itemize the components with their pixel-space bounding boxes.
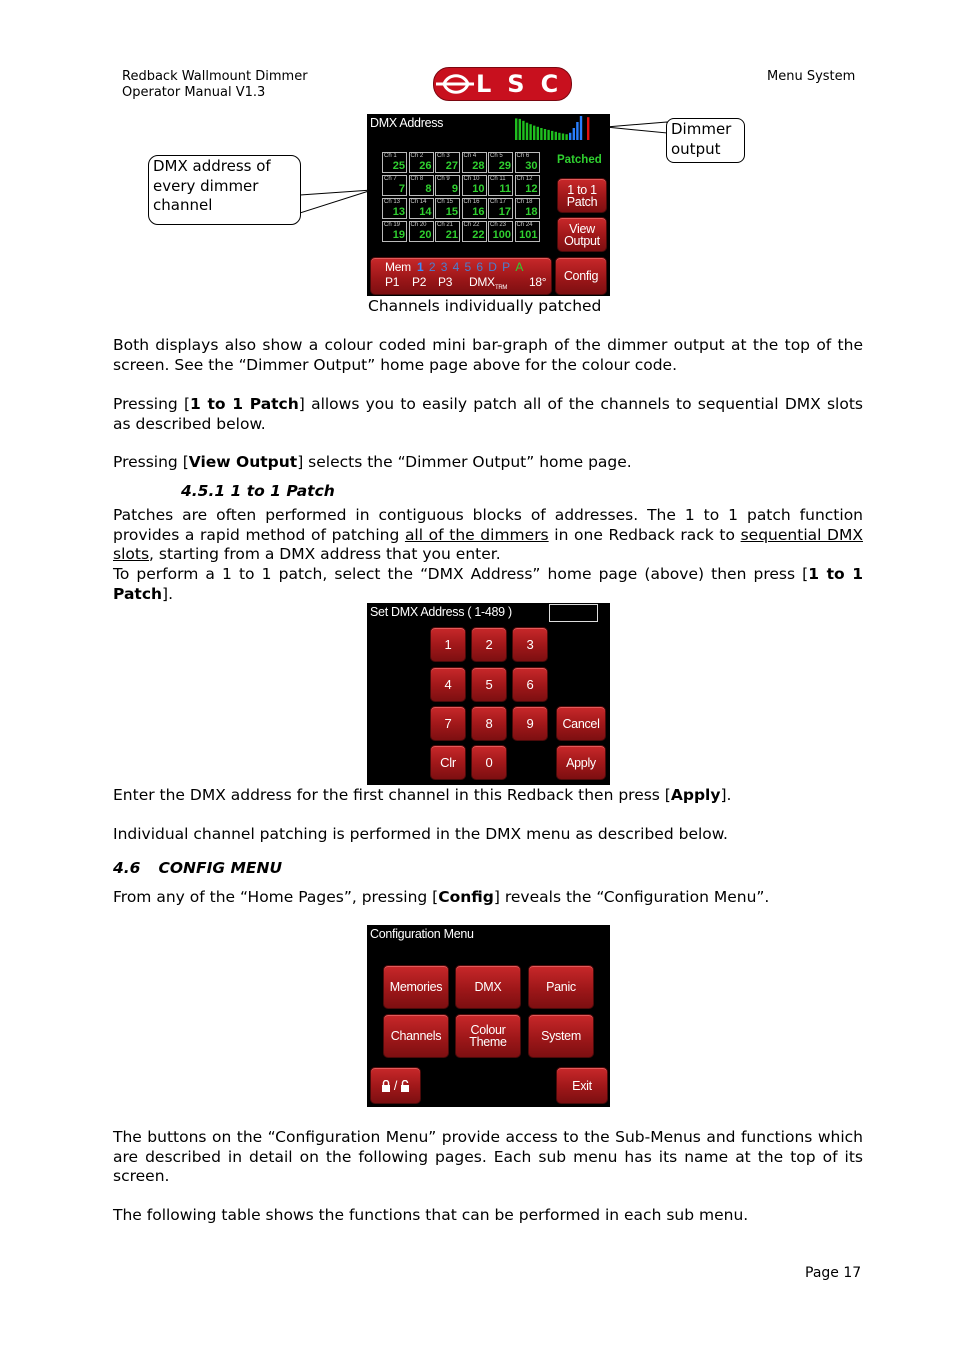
status-indicator: 3 xyxy=(440,260,448,274)
status-indicator: 4 xyxy=(452,260,459,274)
channel-label: Ch 10 xyxy=(463,176,480,182)
channel-label: Ch 18 xyxy=(516,199,533,205)
status-indicator: 2 xyxy=(428,260,436,274)
preset-p2: P2 xyxy=(412,275,427,289)
dmx-button[interactable]: DMX xyxy=(455,965,521,1009)
channel-label: Ch 21 xyxy=(437,222,454,228)
logo-text: LSC xyxy=(476,70,575,98)
keypad-title: Set DMX Address ( 1-489 ) xyxy=(370,605,512,619)
trm-label: TRM xyxy=(495,285,508,291)
screen-title: DMX Address xyxy=(370,116,444,130)
paragraph-view-output: Pressing [View Output] selects the “Dimmer Output” home page. xyxy=(113,453,632,471)
keypad-key-1[interactable]: 1 xyxy=(430,627,466,662)
configuration-menu-screen xyxy=(367,925,610,1107)
callout-dimmer-output: Dimmer output xyxy=(666,118,745,163)
channel-label: Ch 3 xyxy=(437,153,450,159)
channel-label: Ch 15 xyxy=(437,199,454,205)
channel-dmx-value: 22 xyxy=(472,229,485,241)
keypad-key-5[interactable]: 5 xyxy=(471,667,507,702)
channel-dmx-value: 100 xyxy=(492,229,511,241)
keypad-key-7[interactable]: 7 xyxy=(430,706,466,741)
status-indicator: 5 xyxy=(464,260,471,274)
exit-button[interactable]: Exit xyxy=(556,1067,608,1104)
config-button[interactable]: Config xyxy=(555,257,607,295)
channel-dmx-value: 10 xyxy=(472,183,485,195)
memories-button[interactable]: Memories xyxy=(383,965,449,1009)
heading-4-5-1: 4.5.1 1 to 1 Patch xyxy=(181,482,335,500)
keypad-key-4[interactable]: 4 xyxy=(430,667,466,702)
channel-label: Ch 2 xyxy=(410,153,424,159)
channel-dmx-value: 7 xyxy=(398,183,405,195)
figure1-caption: Channels individually patched xyxy=(368,297,602,315)
keypad-key-clr[interactable]: Clr xyxy=(430,745,466,780)
paragraph-config-intro: From any of the “Home Pages”, pressing [Config] reveals the “Configuration Menu”. xyxy=(113,888,770,906)
channel-dmx-value: 27 xyxy=(445,160,458,172)
keypad-key-6[interactable]: 6 xyxy=(512,667,548,702)
channel-label: Ch 22 xyxy=(463,222,480,228)
channel-dmx-value: 15 xyxy=(445,206,458,218)
channel-label: Ch 14 xyxy=(410,199,427,205)
set-dmx-address-screen xyxy=(367,603,610,785)
channel-dmx-value: 17 xyxy=(498,206,511,218)
channel-dmx-value: 20 xyxy=(419,229,432,241)
page-number: Page 17 xyxy=(805,1265,862,1281)
paragraph-individual-patching: Individual channel patching is performed in the DMX menu as described below. xyxy=(113,825,728,843)
dmx-label: DMX xyxy=(469,275,495,289)
paragraph-one-to-one: Pressing [1 to 1 Patch] allows you to easily patch all of the channels to sequential DMX slots as described below. xyxy=(113,395,863,433)
channel-dmx-value: 30 xyxy=(525,160,538,172)
channel-dmx-value: 12 xyxy=(525,183,538,195)
channel-label: Ch 4 xyxy=(463,153,477,159)
mem-label: Mem xyxy=(385,260,411,274)
lock-icon xyxy=(381,1080,391,1092)
channel-dmx-value: 18 xyxy=(525,206,538,218)
channel-dmx-value: 16 xyxy=(472,206,485,218)
unlock-icon xyxy=(400,1080,410,1092)
channel-dmx-value: 29 xyxy=(498,160,511,172)
colour-theme-button[interactable]: Colour Theme xyxy=(455,1014,521,1058)
callout-dmx-address: DMX address of every dimmer channel xyxy=(148,155,301,225)
channel-dmx-value: 26 xyxy=(419,160,432,172)
keypad-key-8[interactable]: 8 xyxy=(471,706,507,741)
temperature: 18° xyxy=(529,275,547,289)
status-indicator: 6 xyxy=(476,260,483,274)
paragraph-perform-patch: To perform a 1 to 1 patch, select the “DMX Address” home page (above) then press [1 to 1 Patch]. xyxy=(113,565,863,603)
status-indicator: 1 xyxy=(417,260,424,274)
panic-button[interactable]: Panic xyxy=(528,965,594,1009)
channel-label: Ch 20 xyxy=(410,222,427,228)
apply-button[interactable]: Apply xyxy=(556,745,606,780)
status-indicator: P xyxy=(502,260,510,274)
header-section: Menu System xyxy=(767,69,856,84)
channel-label: Ch 13 xyxy=(384,199,401,205)
channel-dmx-value: 28 xyxy=(472,160,485,172)
system-button[interactable]: System xyxy=(528,1014,594,1058)
channel-label: Ch 5 xyxy=(490,153,503,159)
paragraph-config-buttons: The buttons on the “Configuration Menu” provide access to the Sub-Menus and functions which are described in detail on the following pages. Each sub menu has its name at the top of its screen. xyxy=(113,1128,863,1185)
channel-dmx-value: 101 xyxy=(519,229,538,241)
lock-separator: / xyxy=(393,1078,398,1093)
paragraph-enter-address: Enter the DMX address for the first channel in this Redback then press [Apply]. xyxy=(113,786,732,804)
header-line-2: Operator Manual V1.3 xyxy=(122,85,266,100)
status-indicator: A xyxy=(515,260,524,274)
keypad-key-0[interactable]: 0 xyxy=(471,745,507,780)
channels-button[interactable]: Channels xyxy=(383,1014,449,1058)
lock-unlock-button[interactable] xyxy=(370,1067,421,1104)
channel-label: Ch 24 xyxy=(516,222,533,228)
keypad-key-2[interactable]: 2 xyxy=(471,627,507,662)
config-menu-title: Configuration Menu xyxy=(370,927,474,941)
preset-p3: P3 xyxy=(438,275,453,289)
channel-dmx-value: 25 xyxy=(392,160,405,172)
channel-label: Ch 19 xyxy=(384,222,401,228)
preset-p1: P1 xyxy=(385,275,400,289)
channel-label: Ch 12 xyxy=(516,176,533,182)
one-to-one-patch-button[interactable]: 1 to 1 Patch xyxy=(557,178,607,213)
channel-dmx-value: 13 xyxy=(392,206,405,218)
paragraph-patches: Patches are often performed in contiguous blocks of addresses. The 1 to 1 patch function provides a rapid method of patching all of the dimmers in one Redback rack to sequential DMX slots, starting from a DMX address that you enter. xyxy=(113,506,863,563)
view-output-button[interactable]: View Output xyxy=(557,217,607,252)
channel-label: Ch 17 xyxy=(490,199,507,205)
heading-4-6: 4.6 CONFIG MENU xyxy=(113,859,283,877)
channel-dmx-value: 14 xyxy=(419,206,432,218)
channel-label: Ch 11 xyxy=(490,176,506,182)
channel-label: Ch 9 xyxy=(437,176,450,182)
cancel-button[interactable]: Cancel xyxy=(556,706,606,741)
channel-label: Ch 16 xyxy=(463,199,480,205)
channel-dmx-value: 11 xyxy=(499,183,511,195)
channel-dmx-value: 9 xyxy=(451,183,458,195)
channel-dmx-value: 21 xyxy=(445,229,458,241)
channel-label: Ch 7 xyxy=(384,176,397,182)
keypad-key-9[interactable]: 9 xyxy=(512,706,548,741)
keypad-key-3[interactable]: 3 xyxy=(512,627,548,662)
callout-pointers xyxy=(0,0,954,320)
channel-label: Ch 8 xyxy=(410,176,424,182)
status-indicator: D xyxy=(488,260,497,274)
header-line-1: Redback Wallmount Dimmer xyxy=(122,69,308,84)
channel-label: Ch 1 xyxy=(384,153,397,159)
channel-label: Ch 6 xyxy=(516,153,530,159)
channel-dmx-value: 8 xyxy=(425,183,432,195)
patched-label: Patched xyxy=(557,154,602,166)
paragraph-table-intro: The following table shows the functions that can be performed in each sub menu. xyxy=(113,1206,749,1224)
channel-dmx-value: 19 xyxy=(392,229,405,241)
paragraph-bargraph: Both displays also show a colour coded mini bar-graph of the dimmer output at the top of the screen. See the “Dimmer Output” home page above for the colour code. xyxy=(113,336,863,374)
channel-label: Ch 23 xyxy=(490,222,507,228)
